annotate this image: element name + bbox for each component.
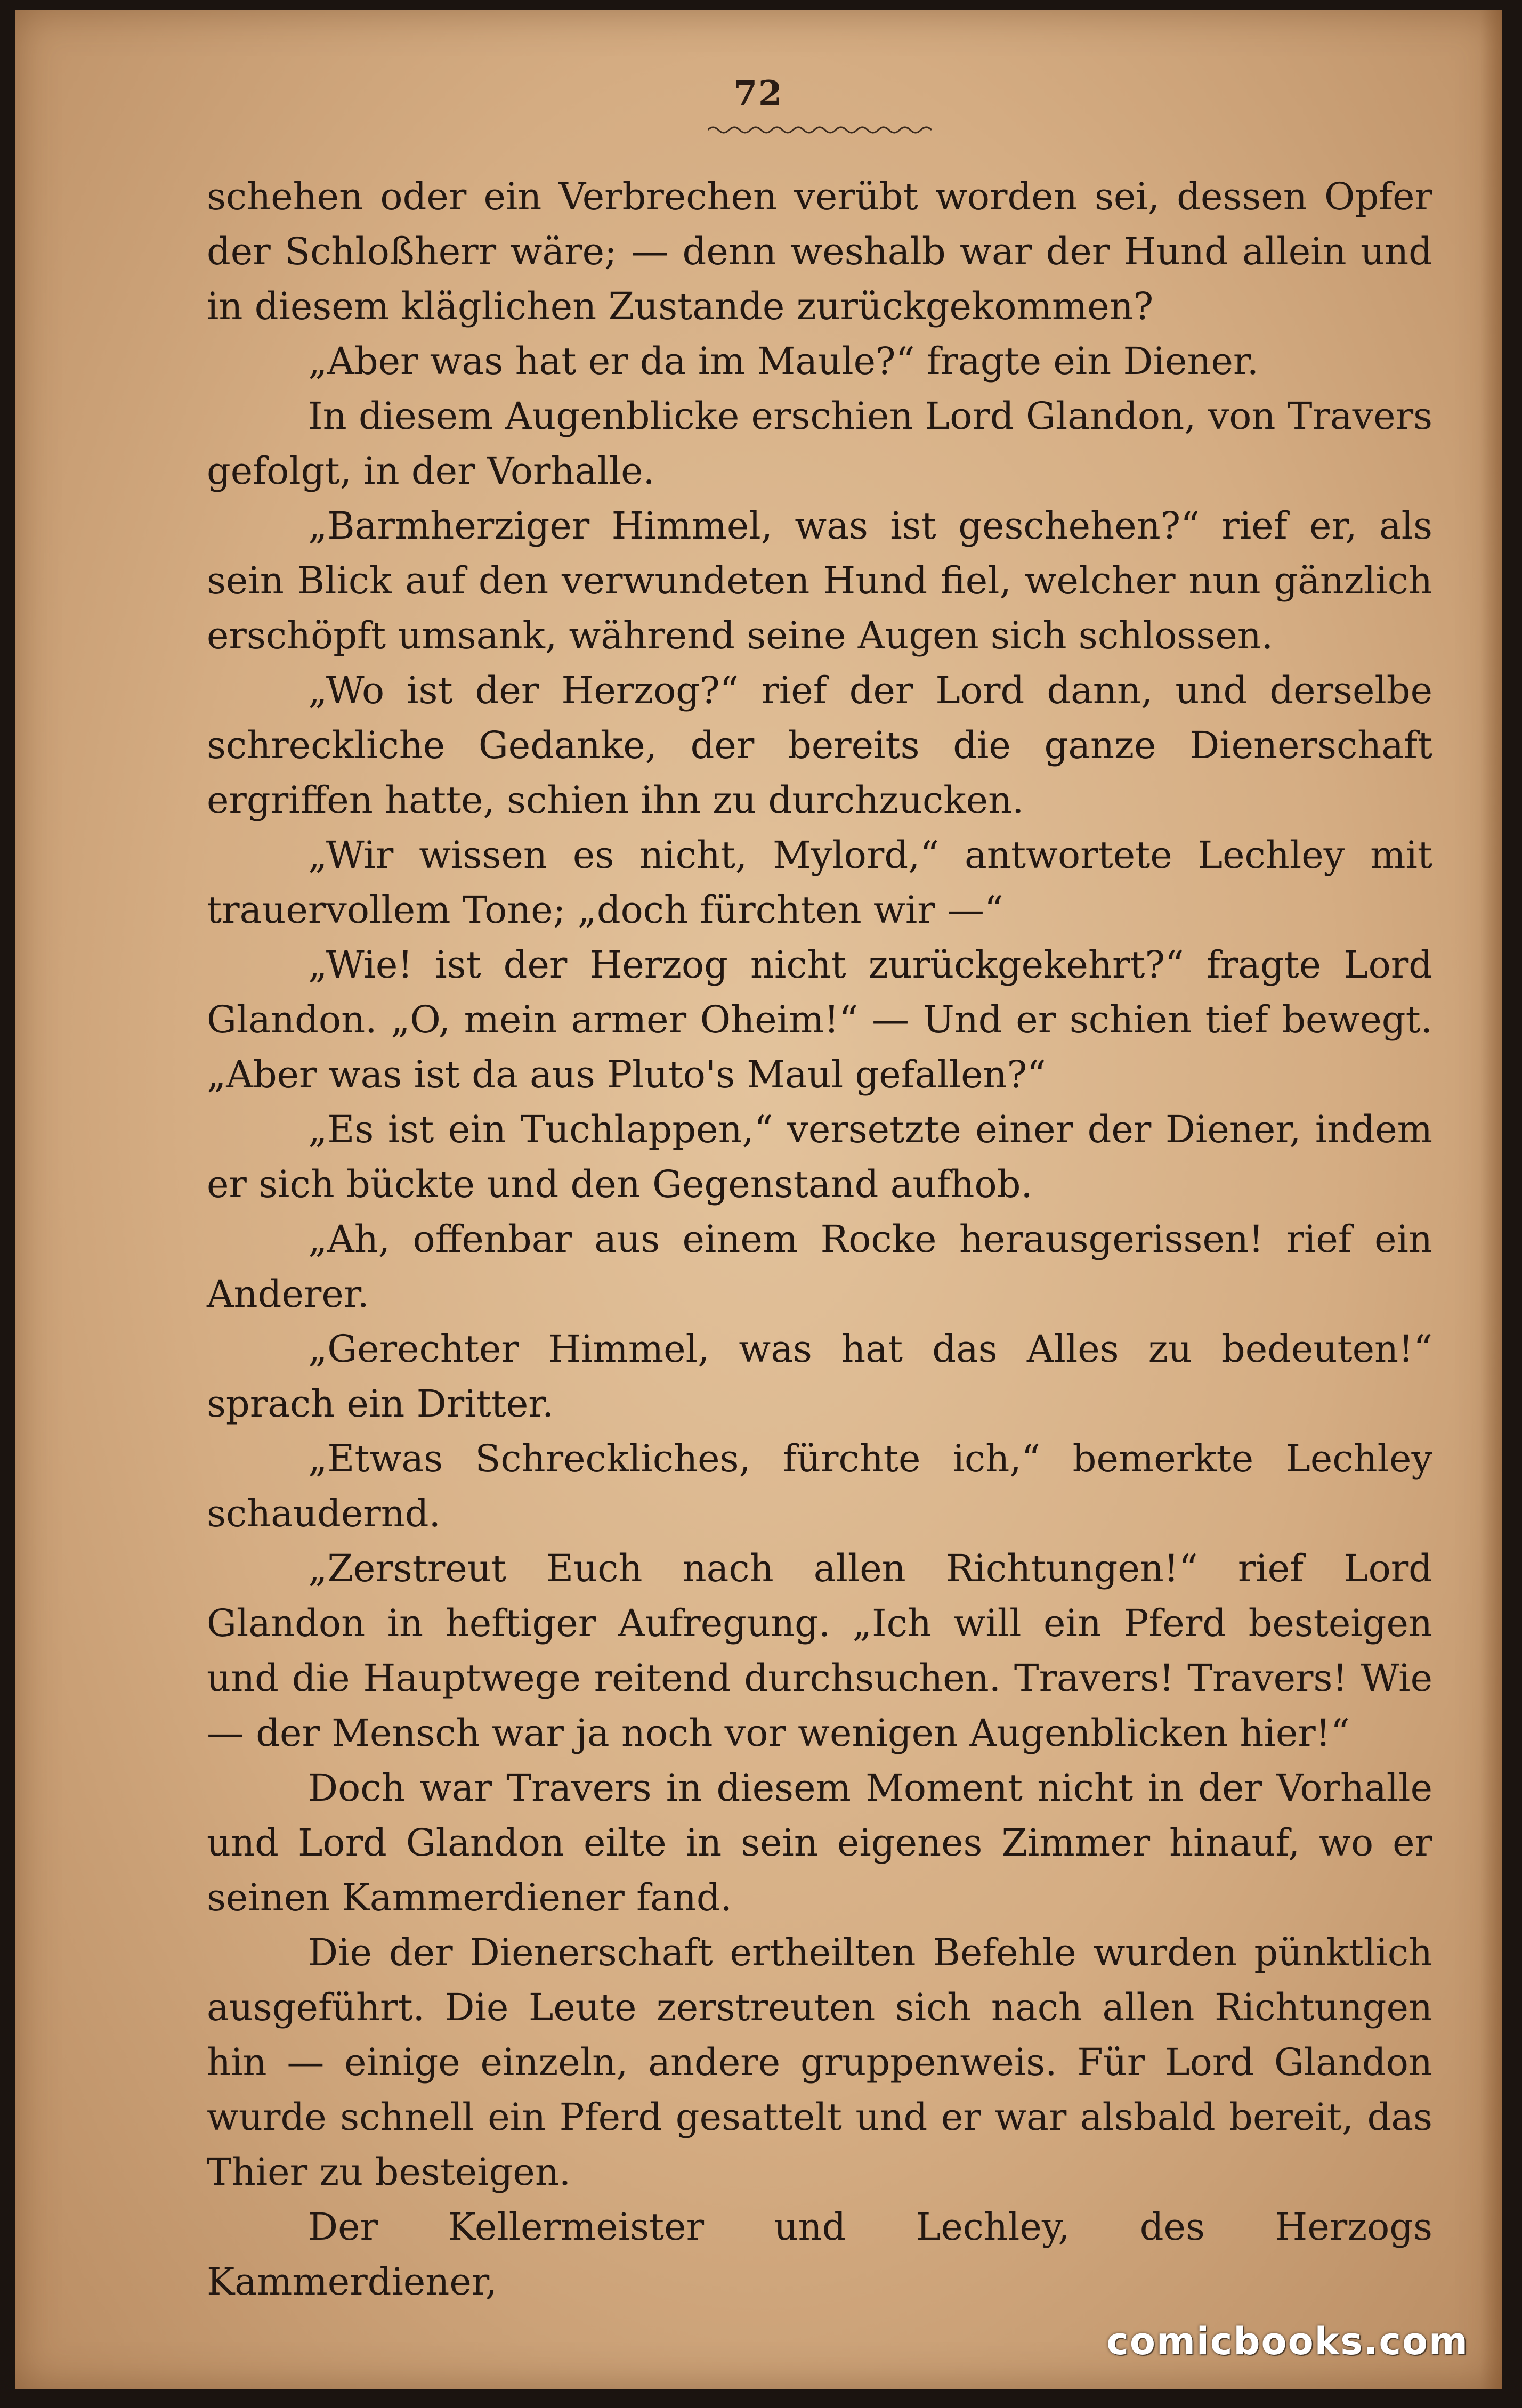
paragraph: „Zerstreut Euch nach allen Richtungen!“ rief Lord Glandon in heftiger Aufregung. „Ich will ein Pferd besteigen und die Hauptwege reitend durchsuchen. Travers! Travers! Wie — der Mensch war ja noch vor wenigen Augenblicken hier!“ [207,1547,1432,1755]
paragraph: „Ah, offenbar aus einem Rocke herausgerissen! rief ein Anderer. [207,1217,1432,1316]
site-watermark: comicbooks.com [1106,2320,1469,2363]
paragraph: „Etwas Schreckliches, fürchte ich,“ bemerkte Lechley schaudernd. [207,1437,1432,1535]
paragraph: „Wo ist der Herzog?“ rief der Lord dann, und derselbe schreckliche Gedanke, der bereits die ganze Dienerschaft ergriffen hatte, schien ihn zu durchzucken. [207,669,1432,822]
ornament-flourish [708,123,932,135]
body-text [207,169,1432,2309]
paragraph: Der Kellermeister und Lechley, des Herzogs Kammerdiener, [207,2205,1432,2304]
paragraph: schehen oder ein Verbrechen verübt worden sei, dessen Opfer der Schloßherr wäre; — denn weshalb war der Hund allein und in diesem kläglichen Zustande zurückgekommen? [207,175,1432,328]
paragraph: Die der Dienerschaft ertheilten Befehle wurden pünktlich ausgeführt. Die Leute zerstreuten sich nach allen Richtungen hin — einige einzeln, andere gruppenweis. Für Lord Glandon wurde schnell ein Pferd gesattelt und er war alsbald bereit, das Thier zu besteigen. [207,1931,1432,2194]
paragraph: „Es ist ein Tuchlappen,“ versetzte einer der Diener, indem er sich bückte und den Gegenstand aufhob. [207,1108,1432,1206]
book-page [15,10,1502,2389]
paragraph: Doch war Travers in diesem Moment nicht in der Vorhalle und Lord Glandon eilte in sein eigenes Zimmer hinauf, wo er seinen Kammerdiener fand. [207,1766,1432,1919]
page-number: 72 [733,74,783,113]
paragraph: „Aber was hat er da im Maule?“ fragte ein Diener. [308,339,1259,383]
paragraph: In diesem Augenblicke erschien Lord Glandon, von Travers gefolgt, in der Vorhalle. [207,394,1432,493]
paragraph: „Wir wissen es nicht, Mylord,“ antwortete Lechley mit trauervollem Tone; „doch fürchten wir —“ [207,833,1432,932]
paragraph: „Gerechter Himmel, was hat das Alles zu bedeuten!“ sprach ein Dritter. [207,1327,1432,1426]
paragraph: „Wie! ist der Herzog nicht zurückgekehrt?“ fragte Lord Glandon. „O, mein armer Oheim!“ — Und er schien tief bewegt. „Aber was ist da aus Pluto's Maul gefallen?“ [207,943,1432,1096]
paragraph: „Barmherziger Himmel, was ist geschehen?“ rief er, als sein Blick auf den verwundeten Hund fiel, welcher nun gänzlich erschöpft umsank, während seine Augen sich schlossen. [207,504,1432,657]
